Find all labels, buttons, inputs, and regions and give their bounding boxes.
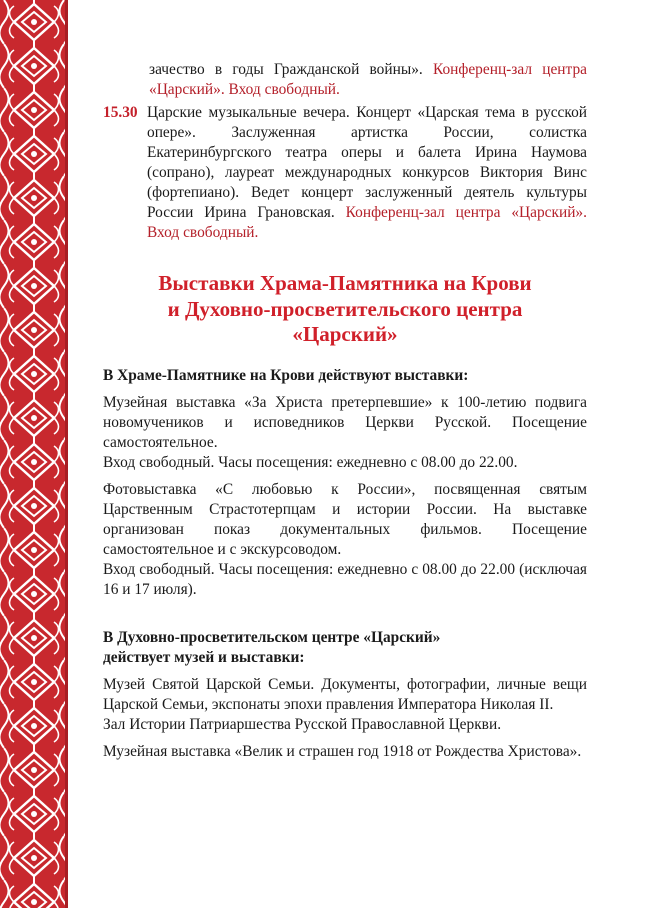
section-title (103, 271, 587, 348)
schedule-event (103, 103, 587, 243)
center-hall: Зал Истории Патриаршества Русской Православной Церкви. (103, 715, 502, 733)
center-museum: Музей Святой Царской Семьи. Документы, фотографии, личные вещи Царской Семьи, экспонаты эпохи правления Императора Николая II. (103, 675, 587, 713)
section-title-line-3: «Царский» (292, 322, 398, 346)
temple-exhibit-1-hours: Вход свободный. Часы посещения: ежедневно с 08.00 до 22.00. (103, 453, 518, 471)
temple-exhibit-2-hours: Вход свободный. Часы посещения: ежедневно с 08.00 до 22.00 (исключая 16 и 17 июля). (103, 560, 587, 598)
event-place: Конференц-зал центра «Царский». Вход свободный. (147, 204, 587, 241)
continuation-paragraph (103, 60, 587, 100)
temple-exhibit-2: Фотовыставка «С любовью к России», посвященная святым Царственным Страстотерпцам и истории России. На выставке организован показ документальных фильмов. Посещение самостоятельное и с экскурсоводом. (103, 480, 587, 558)
temple-heading: В Храме-Памятнике на Крови действуют выставки: (103, 366, 469, 384)
center-exhibit: Музейная выставка «Велик и страшен год 1918 от Рождества Христова». (103, 742, 582, 760)
center-heading-line-1: В Духовно-просветительском центре «Царский» (103, 628, 441, 646)
event-text: Царские музыкальные вечера. Концерт «Царская тема в русской опере». Заслуженная артистка России, солистка Екатеринбургского театра оперы и балета Ирина Наумова (сопрано), лауреат международных конкурсов Виктория Винс (фортепиано). Ведет концерт заслуженный деятель культуры России Ирина Грановская. (147, 104, 587, 221)
section-title-line-2: и Духовно-просветительского центра (167, 296, 523, 321)
decorative-ornament-border (0, 0, 68, 908)
page-content (103, 60, 587, 762)
event-description (147, 103, 587, 243)
event-time: 15.30 (103, 104, 138, 121)
continuation-place: Конференц-зал центра «Царский». Вход свободный. (149, 61, 587, 98)
section-title-line-1: Выставки Храма-Памятника на Крови (158, 271, 532, 295)
temple-exhibit-1: Музейная выставка «За Христа претерпевшие» к 100-летию подвига новомучеников и исповедников Церкви Русской. Посещение самостоятельное. (103, 393, 587, 451)
center-heading (103, 628, 587, 668)
continuation-text: зачество в годы Гражданской войны». (149, 61, 423, 78)
center-heading-line-2: действует музей и выставки: (103, 648, 305, 666)
